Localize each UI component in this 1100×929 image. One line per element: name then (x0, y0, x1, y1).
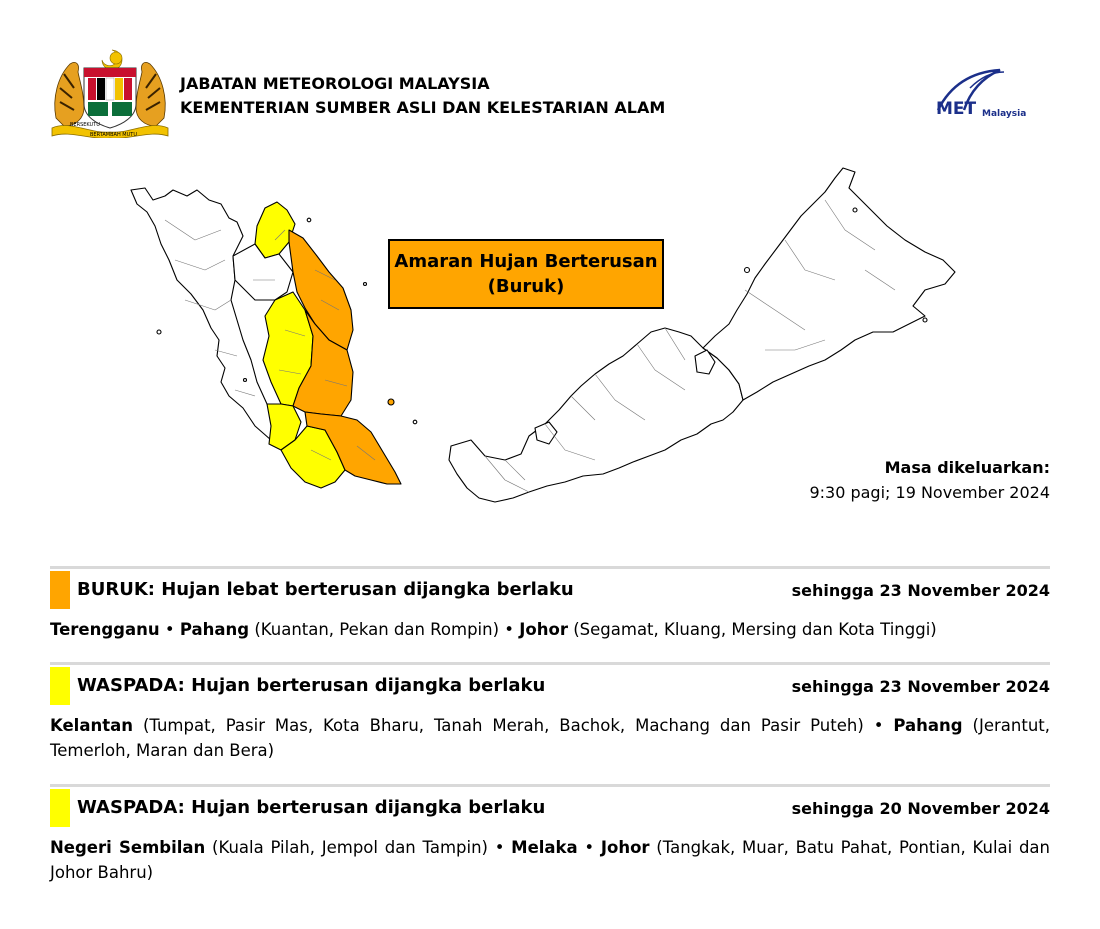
section-divider (50, 784, 1050, 787)
issued-label: Masa dikeluarkan: (884, 458, 1050, 477)
section-divider (50, 662, 1050, 665)
section-title: BURUK: Hujan lebat berterusan dijangka berlaku (77, 579, 574, 600)
met-malaysia-logo (930, 66, 1050, 122)
section-title: WASPADA: Hujan berterusan dijangka berlaku (77, 797, 546, 818)
state-areas: (Jerantut, Temerloh, Maran dan Bera) (50, 716, 1050, 760)
state-name: Pahang (179, 620, 250, 639)
section-areas: Terengganu • Pahang (Kuantan, Pekan dan Rompin) • Johor (Segamat, Kluang, Mersing dan Kota Tinggi) (50, 620, 937, 639)
section-until: sehingga 23 November 2024 (791, 677, 1050, 696)
region-sabah (703, 168, 955, 400)
section-areas: Kelantan (Tumpat, Pasir Mas, Kota Bharu, Tanah Merah, Bachok, Machang dan Pasir Puteh) • Pahang (Jerantut, Temerloh, Maran dan Bera) (50, 716, 1050, 760)
warning-section-waspada-2 (50, 784, 1050, 885)
section-areas: Negeri Sembilan (Kuala Pilah, Jempol dan Tampin) • Melaka • Johor (Tangkak, Muar, Batu Pahat, Pontian, Kulai dan Johor Bahru) (50, 838, 1050, 882)
level-swatch (50, 571, 70, 609)
state-areas: (Kuala Pilah, Jempol dan Tampin) (212, 838, 488, 857)
state-areas: (Segamat, Kluang, Mersing dan Kota Tinggi) (573, 620, 937, 639)
logo-country: Malaysia (982, 109, 1027, 119)
malaysia-crest-logo (50, 48, 170, 138)
east-malaysia (449, 168, 955, 502)
section-until: sehingga 20 November 2024 (791, 799, 1050, 818)
warning-section-buruk (50, 566, 1050, 642)
warning-title-box (388, 239, 664, 309)
state-areas: (Kuantan, Pekan dan Rompin) (254, 620, 500, 639)
state-name: Negeri Sembilan (50, 838, 206, 857)
section-divider (50, 566, 1050, 569)
section-until: sehingga 23 November 2024 (791, 581, 1050, 600)
org-name: JABATAN METEOROLOGI MALAYSIA (180, 74, 490, 93)
state-areas: (Tumpat, Pasir Mas, Kota Bharu, Tanah Merah, Bachok, Machang dan Pasir Puteh) (142, 716, 864, 735)
issued-value: 9:30 pagi; 19 November 2024 (809, 483, 1050, 502)
state-name: Pahang (893, 716, 963, 735)
logo-brand: MET (936, 99, 977, 119)
warning-title: Amaran Hujan Berterusan (394, 251, 658, 272)
svg-text:BERSEKUTU: BERSEKUTU (70, 122, 100, 128)
state-areas: (Tangkak, Muar, Batu Pahat, Pontian, Kulai dan Johor Bahru) (50, 838, 1050, 882)
section-title: WASPADA: Hujan berterusan dijangka berlaku (77, 675, 546, 696)
warning-section-waspada-1 (50, 662, 1050, 763)
svg-text:BERTAMBAH MUTU: BERTAMBAH MUTU (90, 132, 137, 138)
header-org-block (180, 72, 665, 120)
level-swatch (50, 667, 70, 705)
level-swatch (50, 789, 70, 827)
state-name: Kelantan (50, 716, 133, 735)
warning-level: (Buruk) (487, 276, 565, 297)
peninsular-malaysia (131, 188, 417, 488)
ministry-name: KEMENTERIAN SUMBER ASLI DAN KELESTARIAN ALAM (180, 98, 666, 117)
state-name: Johor (600, 838, 650, 857)
state-name: Melaka (511, 838, 578, 857)
issued-time-block (809, 455, 1050, 505)
state-name: Terengganu (50, 620, 160, 639)
state-name: Johor (519, 620, 568, 639)
